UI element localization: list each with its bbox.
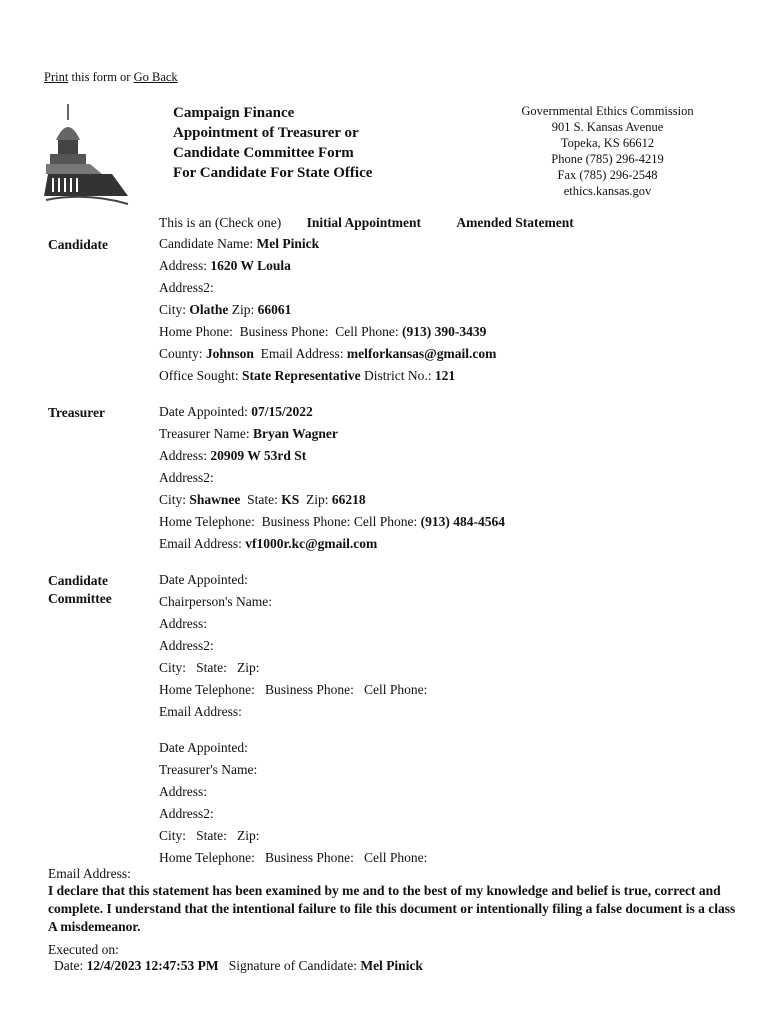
agency-contact (480, 103, 735, 199)
candidate-county: Johnson (205, 346, 254, 361)
candidate-zip: 66061 (257, 302, 292, 317)
field-label: Candidate Name: (159, 236, 254, 251)
treasurer-cell-phone: (913) 484-4564 (420, 514, 506, 529)
title-line: Appointment of Treasurer or (173, 125, 359, 141)
candidate-address: 1620 W Loula (210, 258, 291, 273)
committee-date-row: Date Appointed: (159, 572, 248, 587)
agency-line: Topeka, KS 66612 (560, 136, 655, 150)
field-label: Signature of Candidate: (228, 958, 357, 973)
field-label: Cell Phone: (353, 514, 418, 529)
treasurer-email: vf1000r.kc@gmail.com (245, 536, 378, 551)
agency-line: ethics.kansas.gov (563, 184, 652, 198)
field-label: Home Telephone: (159, 514, 255, 529)
check-label: This is an (Check one) (159, 215, 282, 230)
candidate-cell-phone: (913) 390-3439 (402, 324, 487, 339)
committee-treasurer-address2-row: Address2: (159, 806, 214, 821)
title-line: Candidate Committee Form (173, 145, 354, 161)
title-line: Campaign Finance (173, 105, 295, 121)
treasurer-email-row (159, 536, 377, 552)
field-label: County: (159, 346, 203, 361)
committee-heading (48, 572, 112, 608)
agency-line: Phone (785) 296-4219 (551, 152, 664, 166)
field-label: Zip: (231, 302, 255, 317)
field-label: Address2: (159, 470, 214, 485)
amended-statement: Amended Statement (456, 215, 574, 230)
field-label: Treasurer Name: (159, 426, 250, 441)
candidate-signature: Mel Pinick (360, 958, 423, 973)
treasurer-date: 07/15/2022 (251, 404, 313, 419)
candidate-heading: Candidate (48, 237, 109, 252)
candidate-city-row (159, 302, 291, 318)
committee-city-row: City: State: Zip: (159, 660, 260, 675)
nav-links (44, 70, 178, 85)
heading-line: Committee (48, 591, 112, 606)
candidate-address2-row (159, 280, 214, 296)
committee-treasurer-date-row: Date Appointed: (159, 740, 248, 755)
committee-treasurer-phone-row: Home Telephone: Business Phone: Cell Phone: (159, 850, 428, 865)
field-label: Date: (54, 958, 84, 973)
treasurer-address2-row (159, 470, 214, 486)
committee-chair-row: Chairperson's Name: (159, 594, 273, 609)
treasurer-name: Bryan Wagner (252, 426, 338, 441)
candidate-phone-row (159, 324, 486, 340)
candidate-address-row (159, 258, 291, 274)
initial-appointment: Initial Appointment (306, 215, 421, 230)
committee-treasurer-city-row: City: State: Zip: (159, 828, 260, 843)
field-label: Email Address: (159, 536, 242, 551)
treasurer-date-row (159, 404, 313, 420)
field-label: Address: (159, 258, 207, 273)
agency-line: 901 S. Kansas Avenue (551, 120, 664, 134)
field-label: Zip: (306, 492, 329, 507)
treasurer-zip: 66218 (331, 492, 366, 507)
nav-text: this form or (68, 70, 134, 84)
treasurer-heading: Treasurer (48, 405, 105, 420)
agency-line: Fax (785) 296-2548 (557, 168, 658, 182)
treasurer-address: 20909 W 53rd St (210, 448, 307, 463)
field-label: Cell Phone: (335, 324, 399, 339)
capitol-seal-icon (42, 100, 130, 208)
committee-treasurer-name-row: Treasurer's Name: (159, 762, 258, 777)
candidate-name-row (159, 236, 319, 252)
treasurer-city-row (159, 492, 366, 508)
executed-label: Executed on: (48, 942, 119, 957)
candidate-office-row (159, 368, 455, 384)
field-label: Date Appointed: (159, 404, 248, 419)
candidate-office: State Representative (242, 368, 361, 383)
committee-treasurer-email-row: Email Address: (48, 866, 131, 881)
field-label: Email Address: (260, 346, 344, 361)
field-label: Business Phone: (261, 514, 351, 529)
committee-address-row: Address: (159, 616, 207, 631)
heading-line: Candidate (48, 573, 109, 588)
execution-row (54, 958, 423, 974)
field-label: Home Phone: (159, 324, 233, 339)
treasurer-state: KS (281, 492, 300, 507)
field-label: State: (247, 492, 278, 507)
committee-phone-row: Home Telephone: Business Phone: Cell Phone: (159, 682, 428, 697)
candidate-city: Olathe (189, 302, 229, 317)
field-label: Business Phone: (239, 324, 329, 339)
executed-date: 12/4/2023 12:47:53 PM (86, 958, 219, 973)
appointment-type (159, 215, 574, 231)
committee-treasurer-address-row: Address: (159, 784, 207, 799)
title-line: For Candidate For State Office (173, 165, 373, 181)
candidate-name: Mel Pinick (256, 236, 320, 251)
committee-email-row: Email Address: (159, 704, 242, 719)
field-label: Office Sought: (159, 368, 239, 383)
candidate-county-row (159, 346, 496, 362)
treasurer-city: Shawnee (189, 492, 241, 507)
print-link[interactable]: Print (44, 70, 69, 84)
field-label: City: (159, 302, 187, 317)
field-label: Address: (159, 448, 207, 463)
candidate-email: melforkansas@gmail.com (346, 346, 497, 361)
declaration-text: I declare that this statement has been examined by me and to the best of my knowledge and belief is true, correct and complete. I understand that the intentional failure to file this document or intentionally filing a false document is a class A misdemeanor. (48, 883, 736, 934)
field-label: City: (159, 492, 187, 507)
committee-address2-row: Address2: (159, 638, 214, 653)
treasurer-phone-row (159, 514, 505, 530)
candidate-district: 121 (434, 368, 456, 383)
go-back-link[interactable]: Go Back (133, 70, 178, 84)
field-label: District No.: (363, 368, 432, 383)
field-label: Address2: (159, 280, 214, 295)
treasurer-name-row (159, 426, 338, 442)
form-title (173, 103, 372, 183)
treasurer-address-row (159, 448, 306, 464)
agency-line: Governmental Ethics Commission (521, 104, 694, 118)
